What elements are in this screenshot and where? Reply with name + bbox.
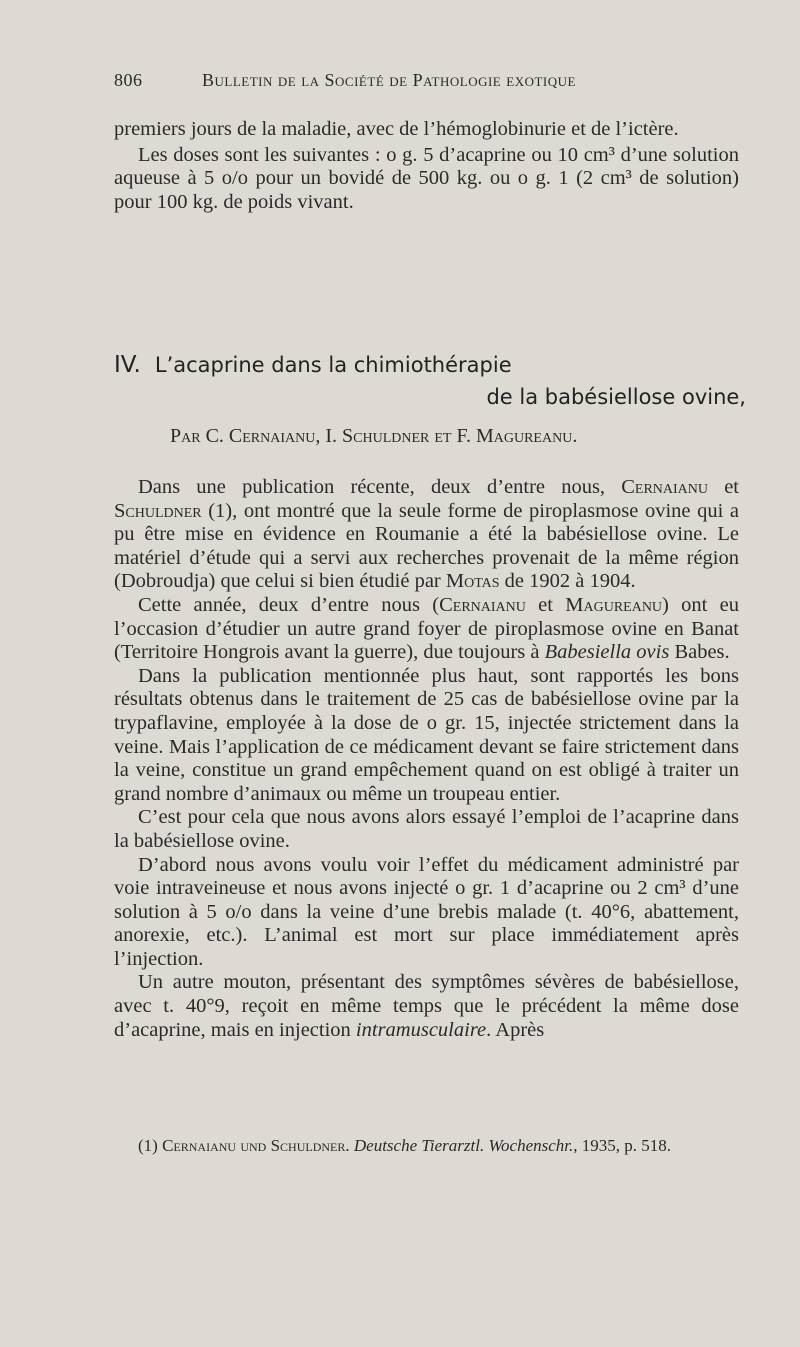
article-body: [114, 476, 739, 1042]
text-run: Dans une publication récente, deux d’entre nous,: [138, 476, 622, 498]
text-run: ) ont eu l’occasion d’étudier un autre grand foyer de piroplasmose ovine en Banat (Territoire Hongrois avant la guerre), due toujours à: [114, 593, 740, 664]
paragraph: Dans la publication mentionnée plus haut, sont rapportés les bons résultats obtenus dans le traitement de 25 cas de babésiellose ovine par la trypaflavine, employée à la dose de o gr. 15, injectée strictement dans la veine. Mais l’application de ce médicament devant se faire strictement dans la veine, constitue un grand empêchement quand on est obligé à traiter un grand nombre d’animaux ou même un troupeau entier.: [114, 664, 739, 805]
footnote-marker: (1): [138, 1136, 163, 1155]
article-title-line2: de la babésiellose ovine,: [486, 385, 746, 409]
footnote-journal: Deutsche Tierarztl. Wochenschr.: [353, 1136, 574, 1155]
text-run: et: [708, 476, 739, 498]
paragraph: [114, 594, 739, 665]
page-number: 806: [114, 70, 143, 90]
article-authors: Par C. Cernaianu, I. Schuldner et F. Magureanu.: [170, 425, 578, 447]
text-run: et: [525, 593, 566, 616]
author-name: Cernaianu: [439, 593, 526, 616]
article-number: IV.: [114, 352, 141, 378]
continued-text: [114, 118, 739, 214]
text-run: Un autre mouton, présentant des symptômes sévères de babésiellose, avec t. 40°9, reçoit en même temps que le précédent la même dose d’acaprine, mais en injection: [114, 971, 739, 1041]
paragraph: [114, 476, 739, 594]
paragraph: premiers jours de la maladie, avec de l’hémoglobinurie et de l’ictère.: [114, 118, 679, 140]
author-name: Cernaianu: [621, 476, 709, 498]
author-name: Schuldner: [114, 499, 202, 522]
footnote-citation: , 1935, p. 518.: [573, 1136, 672, 1155]
paragraph: C’est pour cela que nous avons alors essayé l’emploi de l’acaprine dans la babésiellose ovine.: [114, 806, 739, 852]
text-run: . Après: [486, 1018, 545, 1041]
paragraph: D’abord nous avons voulu voir l’effet du médicament administré par voie intraveineuse et nous avons injecté o gr. 1 d’acaprine ou 2 cm³ d’une solution à 5 o/o dans la veine d’une brebis malade (t. 40°6, abattement, anorexie, etc.). L’animal est mort sur place immédiatement après l’injection.: [114, 853, 739, 970]
paragraph: Les doses sont les suivantes : o g. 5 d’acaprine ou 10 cm³ d’une solution aqueuse à 5 o/o pour un bovidé de 500 kg. ou o g. 1 (2 cm³ de solution) pour 100 kg. de poids vivant.: [114, 143, 739, 213]
text-run: Cette année, deux d’entre nous (: [138, 593, 440, 616]
emphasis: intramusculaire: [355, 1018, 487, 1041]
article-title-text: L’acaprine dans la chimiothérapie: [154, 353, 512, 377]
footnote: [114, 1136, 739, 1156]
footnote-authors: Cernaianu und Schuldner.: [162, 1136, 350, 1155]
paragraph: [114, 971, 739, 1042]
footnote-text: [114, 1136, 739, 1156]
journal-title: Bulletin de la Société de Pathologie exotique: [202, 70, 576, 90]
species-name: Babesiella ovis: [544, 641, 670, 664]
author-name: Motas: [445, 570, 500, 593]
text-run: (1), ont montré que la seule forme de piroplasmose ovine qui a pu être mise en évidence en Roumanie a été la babésiellose ovine. Le matériel d’étude qui a servi aux recherches provenait de la même région (Dobroudja) que celui si bien étudié par: [114, 499, 739, 593]
text-run: Babes.: [669, 641, 730, 664]
article-title-line1: [114, 352, 744, 378]
author-name: Magureanu: [565, 593, 663, 616]
text-run: de 1902 à 1904.: [499, 570, 636, 593]
